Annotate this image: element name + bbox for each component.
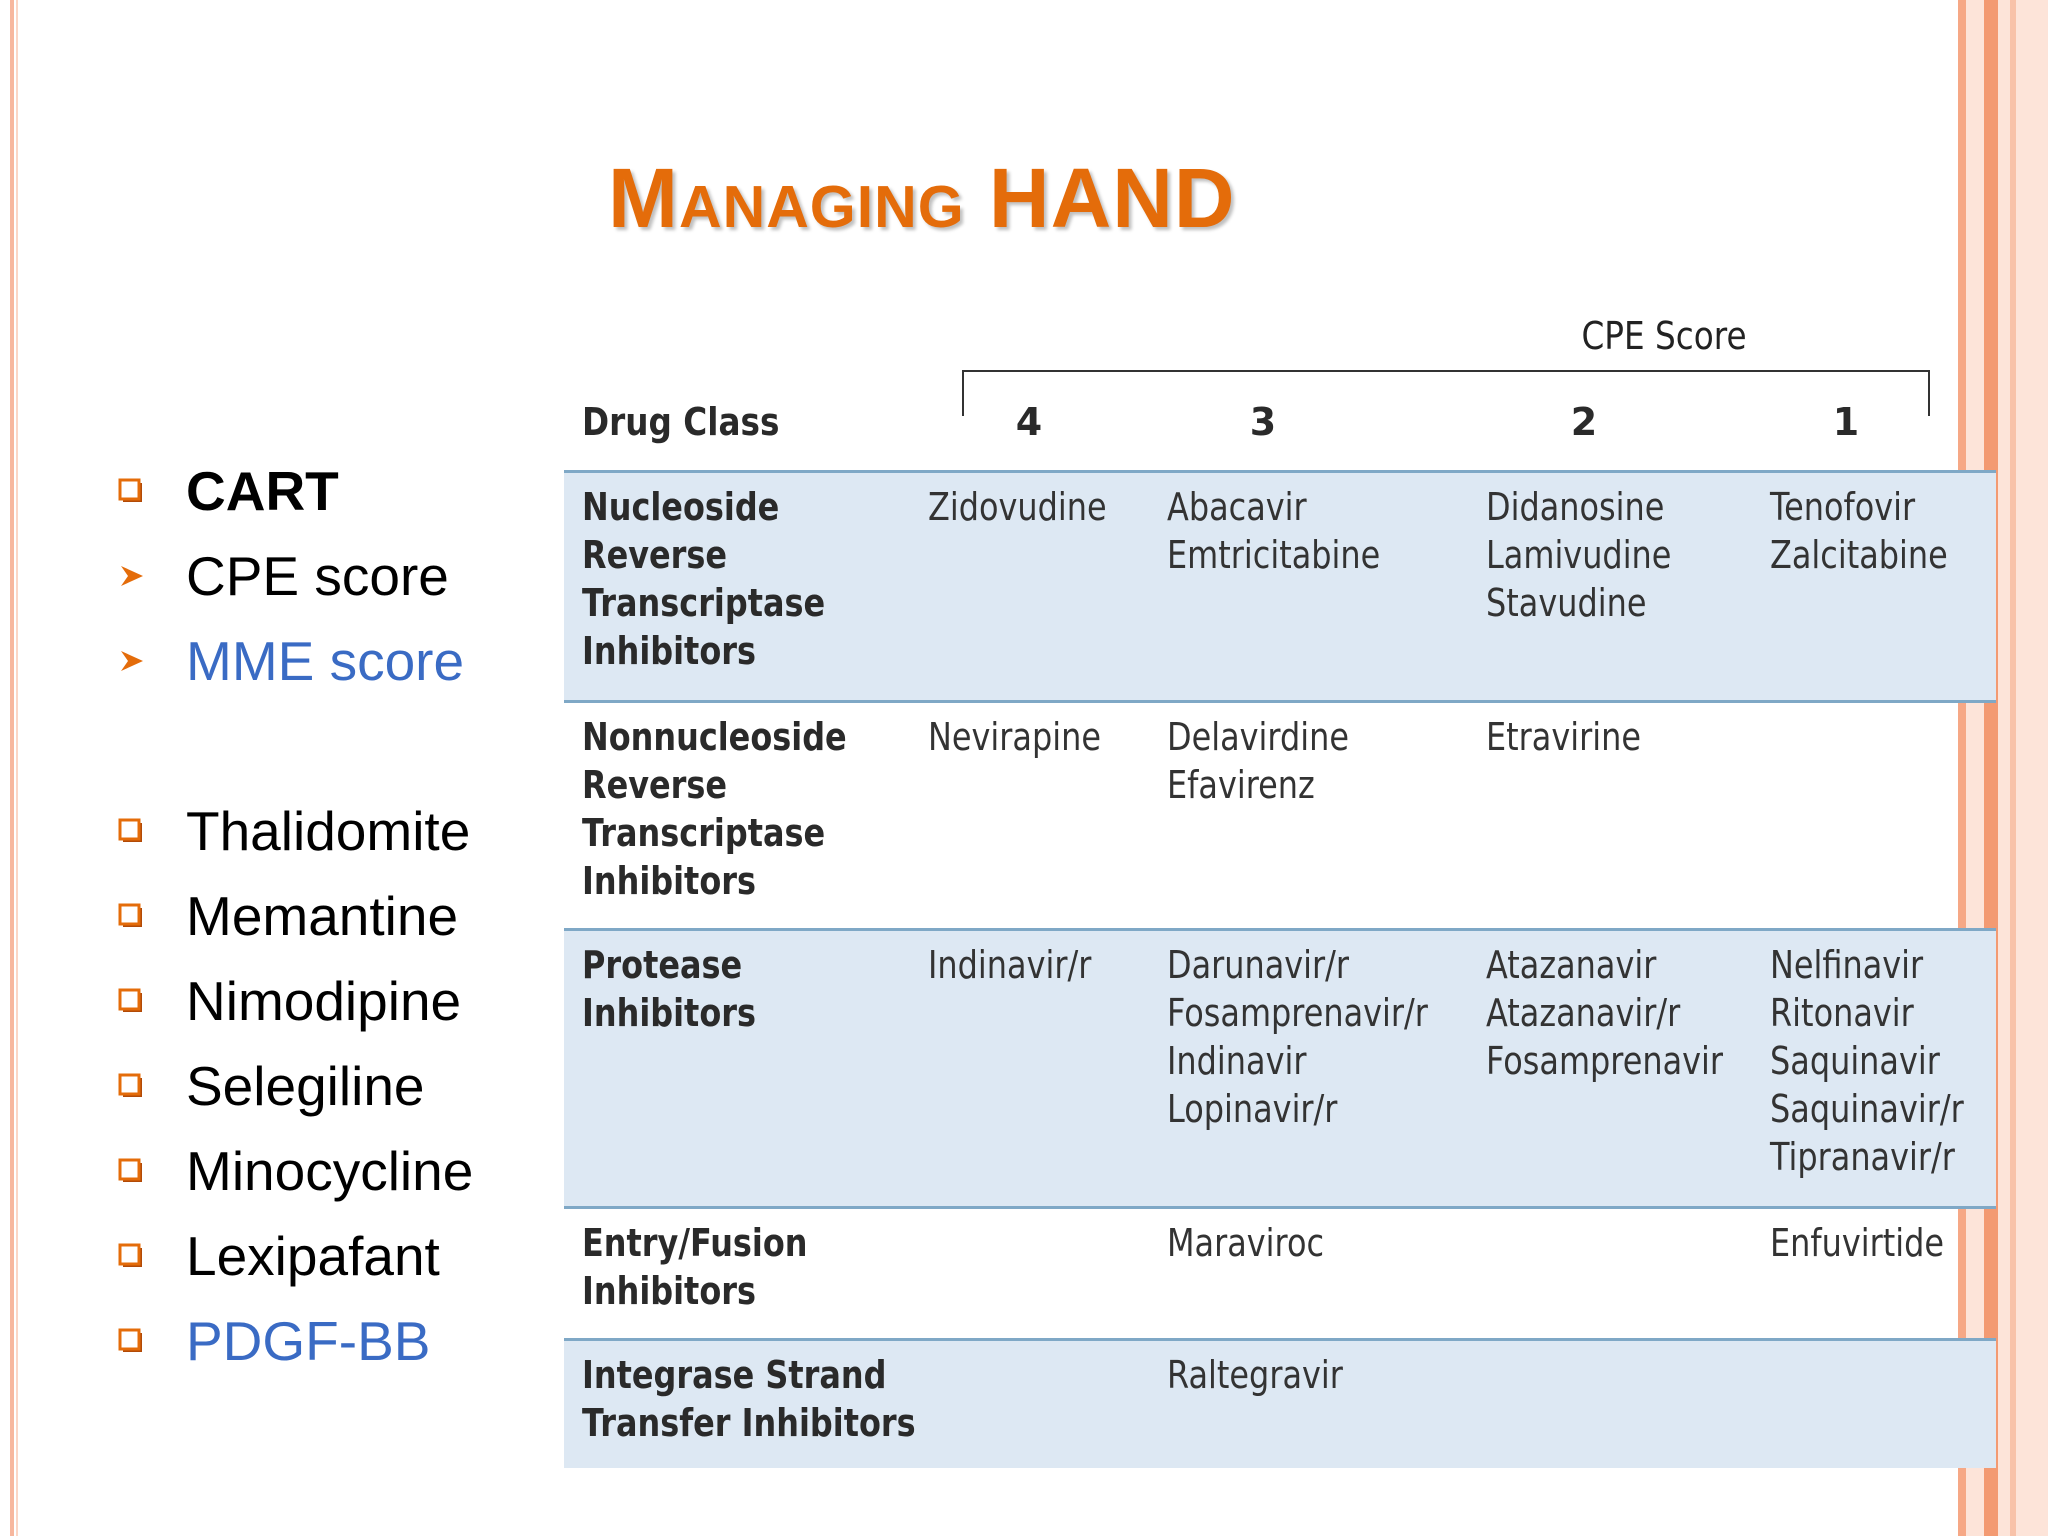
bullet-item [118, 1051, 425, 1121]
drug-name: Zalcitabine [1770, 533, 1948, 577]
bullet-item [118, 541, 449, 611]
drug-class-line: Inhibitors [582, 991, 756, 1035]
drug-class-line: Entry/Fusion [582, 1221, 808, 1265]
drug-class-line: Integrase Strand [582, 1353, 887, 1397]
bullet-label: CPE score [186, 545, 449, 607]
cpe-score-group-header: CPE Score [1581, 314, 1747, 358]
checkbox-icon [118, 1328, 186, 1354]
drug-class-line: Inhibitors [582, 859, 756, 903]
score-1-cell [1770, 483, 1948, 579]
bullet-label: MME score [186, 630, 465, 692]
drug-name: Raltegravir [1167, 1353, 1343, 1397]
drug-class-line: Nucleoside [582, 485, 780, 529]
drug-name: Indinavir [1167, 1039, 1307, 1083]
drug-name: Tenofovir [1770, 485, 1916, 529]
bullet-item [118, 1221, 440, 1291]
bullet-item [118, 796, 470, 866]
drug-name: Saquinavir [1770, 1039, 1940, 1083]
score-header-2: 2 [1570, 400, 1598, 444]
checkbox-icon [118, 903, 186, 929]
score-4-cell [928, 941, 1091, 989]
drug-class-cell [582, 1219, 808, 1315]
drug-name: Maraviroc [1167, 1221, 1325, 1265]
drug-class-cell [582, 941, 756, 1037]
drug-name: Didanosine [1486, 485, 1665, 529]
score-header-4: 4 [1015, 400, 1043, 444]
checkbox-icon [118, 478, 186, 504]
checkbox-icon [118, 1158, 186, 1184]
drug-name: Saquinavir/r [1770, 1087, 1964, 1131]
drug-name: Atazanavir/r [1486, 991, 1681, 1035]
slide-title: Managing HAND [608, 151, 1236, 245]
drug-name: Nevirapine [928, 715, 1101, 759]
bullet-item [118, 1306, 430, 1376]
checkbox-icon [118, 818, 186, 844]
bullet-label: Thalidomite [186, 800, 471, 862]
drug-name: Ritonavir [1770, 991, 1914, 1035]
drug-class-line: Inhibitors [582, 629, 756, 673]
score-1-cell [1770, 941, 1964, 1181]
drug-class-cell [582, 1351, 916, 1447]
bullet-label: Lexipafant [186, 1225, 440, 1287]
drug-name: Darunavir/r [1167, 943, 1350, 987]
drug-class-header: Drug Class [582, 400, 780, 444]
bullet-label: CART [186, 460, 339, 522]
drug-class-cell [582, 483, 825, 675]
score-2-cell [1486, 941, 1723, 1085]
table-row [564, 700, 1996, 928]
bullet-item [118, 456, 339, 526]
drug-class-line: Nonnucleoside [582, 715, 847, 759]
drug-class-cell [582, 713, 847, 905]
score-4-cell [928, 713, 1101, 761]
score-3-cell [1167, 941, 1428, 1133]
bullet-item [118, 966, 461, 1036]
bullet-label: PDGF-BB [186, 1310, 431, 1372]
score-2-cell [1486, 713, 1641, 761]
score-3-cell [1167, 713, 1349, 809]
arrow-icon [118, 562, 186, 590]
table-row [564, 1206, 1996, 1338]
cpe-score-table [564, 314, 1996, 1468]
score-4-cell [928, 483, 1107, 531]
score-header-3: 3 [1249, 400, 1277, 444]
drug-name: Lamivudine [1486, 533, 1672, 577]
score-3-cell [1167, 1351, 1343, 1399]
drug-name: Indinavir/r [928, 943, 1092, 987]
drug-class-line: Reverse [582, 763, 728, 807]
score-header-1: 1 [1832, 400, 1860, 444]
drug-class-line: Transcriptase [582, 581, 826, 625]
bullet-label: Minocycline [186, 1140, 474, 1202]
table-row [564, 470, 1996, 700]
bullet-item [118, 881, 458, 951]
drug-name: Enfuvirtide [1770, 1221, 1945, 1265]
bullet-label: Selegiline [186, 1055, 425, 1117]
bullet-item [118, 1136, 473, 1206]
drug-name: Etravirine [1486, 715, 1641, 759]
arrow-icon [118, 647, 186, 675]
drug-class-line: Reverse [582, 533, 728, 577]
checkbox-icon [118, 988, 186, 1014]
drug-name: Lopinavir/r [1167, 1087, 1338, 1131]
drug-name: Tipranavir/r [1770, 1135, 1955, 1179]
table-row [564, 1338, 1996, 1468]
checkbox-icon [118, 1073, 186, 1099]
drug-class-line: Transcriptase [582, 811, 826, 855]
score-1-cell [1770, 1219, 1944, 1267]
bullet-item [118, 626, 464, 696]
score-3-cell [1167, 1219, 1324, 1267]
bullet-label: Nimodipine [186, 970, 462, 1032]
score-3-cell [1167, 483, 1380, 579]
drug-name: Fosamprenavir/r [1167, 991, 1428, 1035]
drug-class-line: Protease [582, 943, 743, 987]
cpe-score-bracket [962, 370, 1930, 416]
drug-name: Efavirenz [1167, 763, 1315, 807]
drug-name: Delavirdine [1167, 715, 1349, 759]
drug-name: Stavudine [1486, 581, 1647, 625]
drug-name: Zidovudine [928, 485, 1107, 529]
drug-name: Atazanavir [1486, 943, 1657, 987]
drug-name: Emtricitabine [1167, 533, 1381, 577]
drug-name: Abacavir [1167, 485, 1307, 529]
left-border-stripe-inner [16, 0, 18, 1536]
bullet-label: Memantine [186, 885, 459, 947]
right-border-line [2010, 0, 2016, 1536]
drug-class-line: Transfer Inhibitors [582, 1401, 916, 1445]
left-border-stripe [10, 0, 14, 1536]
drug-class-line: Inhibitors [582, 1269, 756, 1313]
drug-name: Fosamprenavir [1486, 1039, 1724, 1083]
drug-name: Nelfinavir [1770, 943, 1924, 987]
checkbox-icon [118, 1243, 186, 1269]
table-row [564, 928, 1996, 1206]
score-2-cell [1486, 483, 1671, 627]
